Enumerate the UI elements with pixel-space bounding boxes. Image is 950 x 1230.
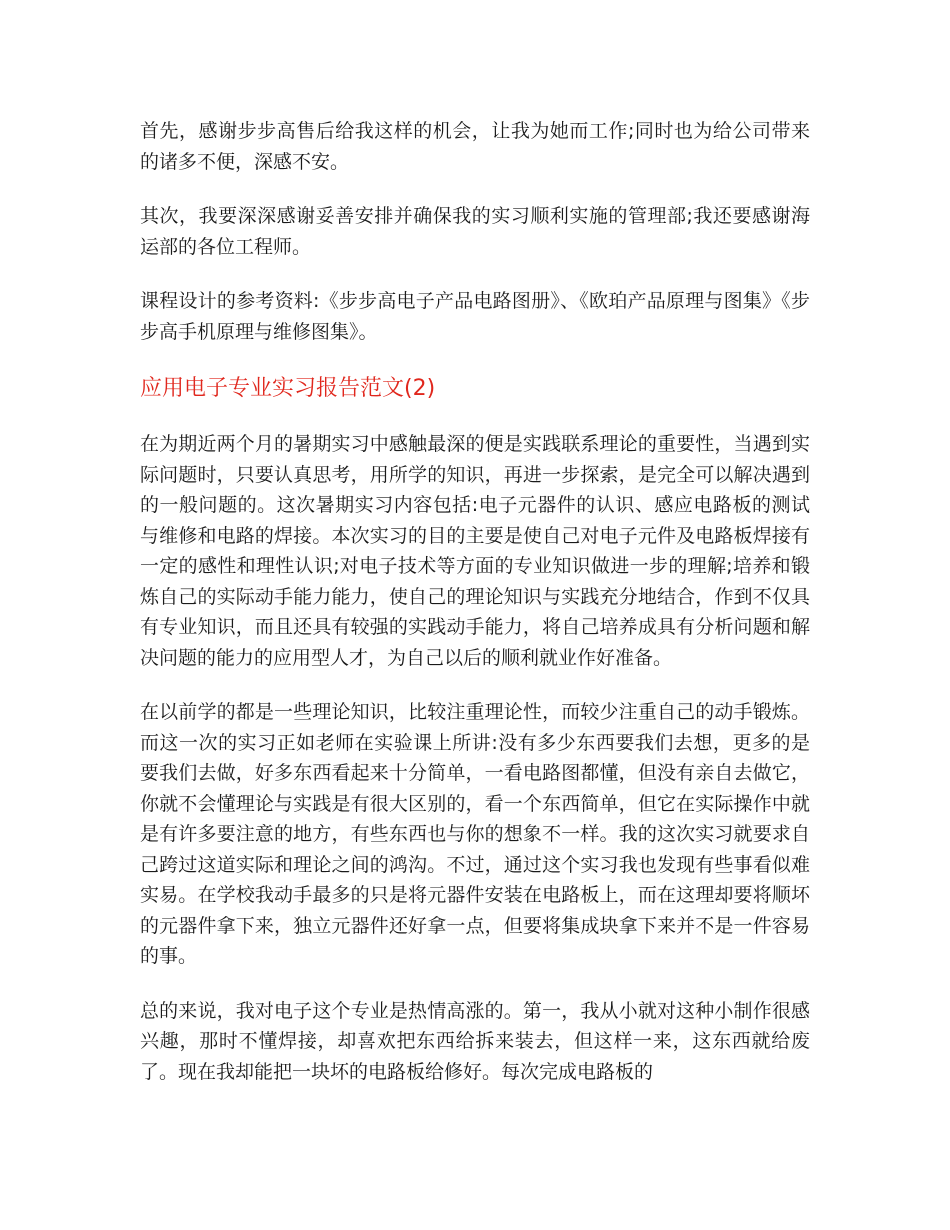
section-heading: 应用电子专业实习报告范文(2) bbox=[140, 376, 436, 401]
paragraph-theory-practice: 在以前学的都是一些理论知识，比较注重理论性，而较少注重自己的动手锻炼。而这一次的实习正如老师在实验课上所讲:没有多少东西要我们去想，更多的是要我们去做，好多东西看起来十分简单，一看电路图都懂，但没有亲自去做它，你就不会懂理论与实践是有很大区别的，看一个东西简单，但它在实际操作中就是有许多要注意的地方，有些东西也与你的想象不一样。我的这次实习就要求自己跨过这道实际和理论之间的鸿沟。不过，通过这个实习我也发现有些事看似难实易。在学校我动手最多的只是将元器件安装在电路板上，而在这理却要将顺坏的元器件拿下来，独立元器件还好拿一点，但要将集成块拿下来并不是一件容易的事。 bbox=[140, 701, 810, 967]
paragraph-enthusiasm: 总的来说，我对电子这个专业是热情高涨的。第一，我从小就对这种小制作很感兴趣，那时不懂焊接，却喜欢把东西给拆来装去，但这样一来，这东西就给废了。现在我却能把一块坏的电路板给修好。每次完成电路板的 bbox=[140, 999, 810, 1083]
paragraph-references: 课程设计的参考资料:《步步高电子产品电路图册》、《欧珀产品原理与图集》《步步高手机原理与维修图集》。 bbox=[140, 290, 810, 343]
paragraph-summer-internship: 在为期近两个月的暑期实习中感触最深的便是实践联系理论的重要性，当遇到实际问题时，只要认真思考，用所学的知识，再进一步探索，是完全可以解决遇到的一般问题的。这次暑期实习内容包括:电子元器件的认识、感应电路板的测试与维修和电路的焊接。本次实习的目的主要是使自己对电子元件及电路板焊接有一定的感性和理性认识;对电子技术等方面的专业知识做进一步的理解;培养和锻炼自己的实际动手能力能力，使自己的理论知识与实践充分地结合，作到不仅具有专业知识，而且还具有较强的实践动手能力，将自己培养成具有分析问题和解决问题的能力的应用型人才，为自己以后的顺利就业作好准备。 bbox=[140, 433, 810, 669]
paragraph-thanks-departments: 其次，我要深深感谢妥善安排并确保我的实习顺利实施的管理部;我还要感谢海运部的各位工程师。 bbox=[140, 205, 810, 258]
paragraph-thanks-company: 首先，感谢步步高售后给我这样的机会，让我为她而工作;同时也为给公司带来的诸多不便，深感不安。 bbox=[140, 120, 810, 173]
document-page bbox=[140, 116, 810, 1087]
